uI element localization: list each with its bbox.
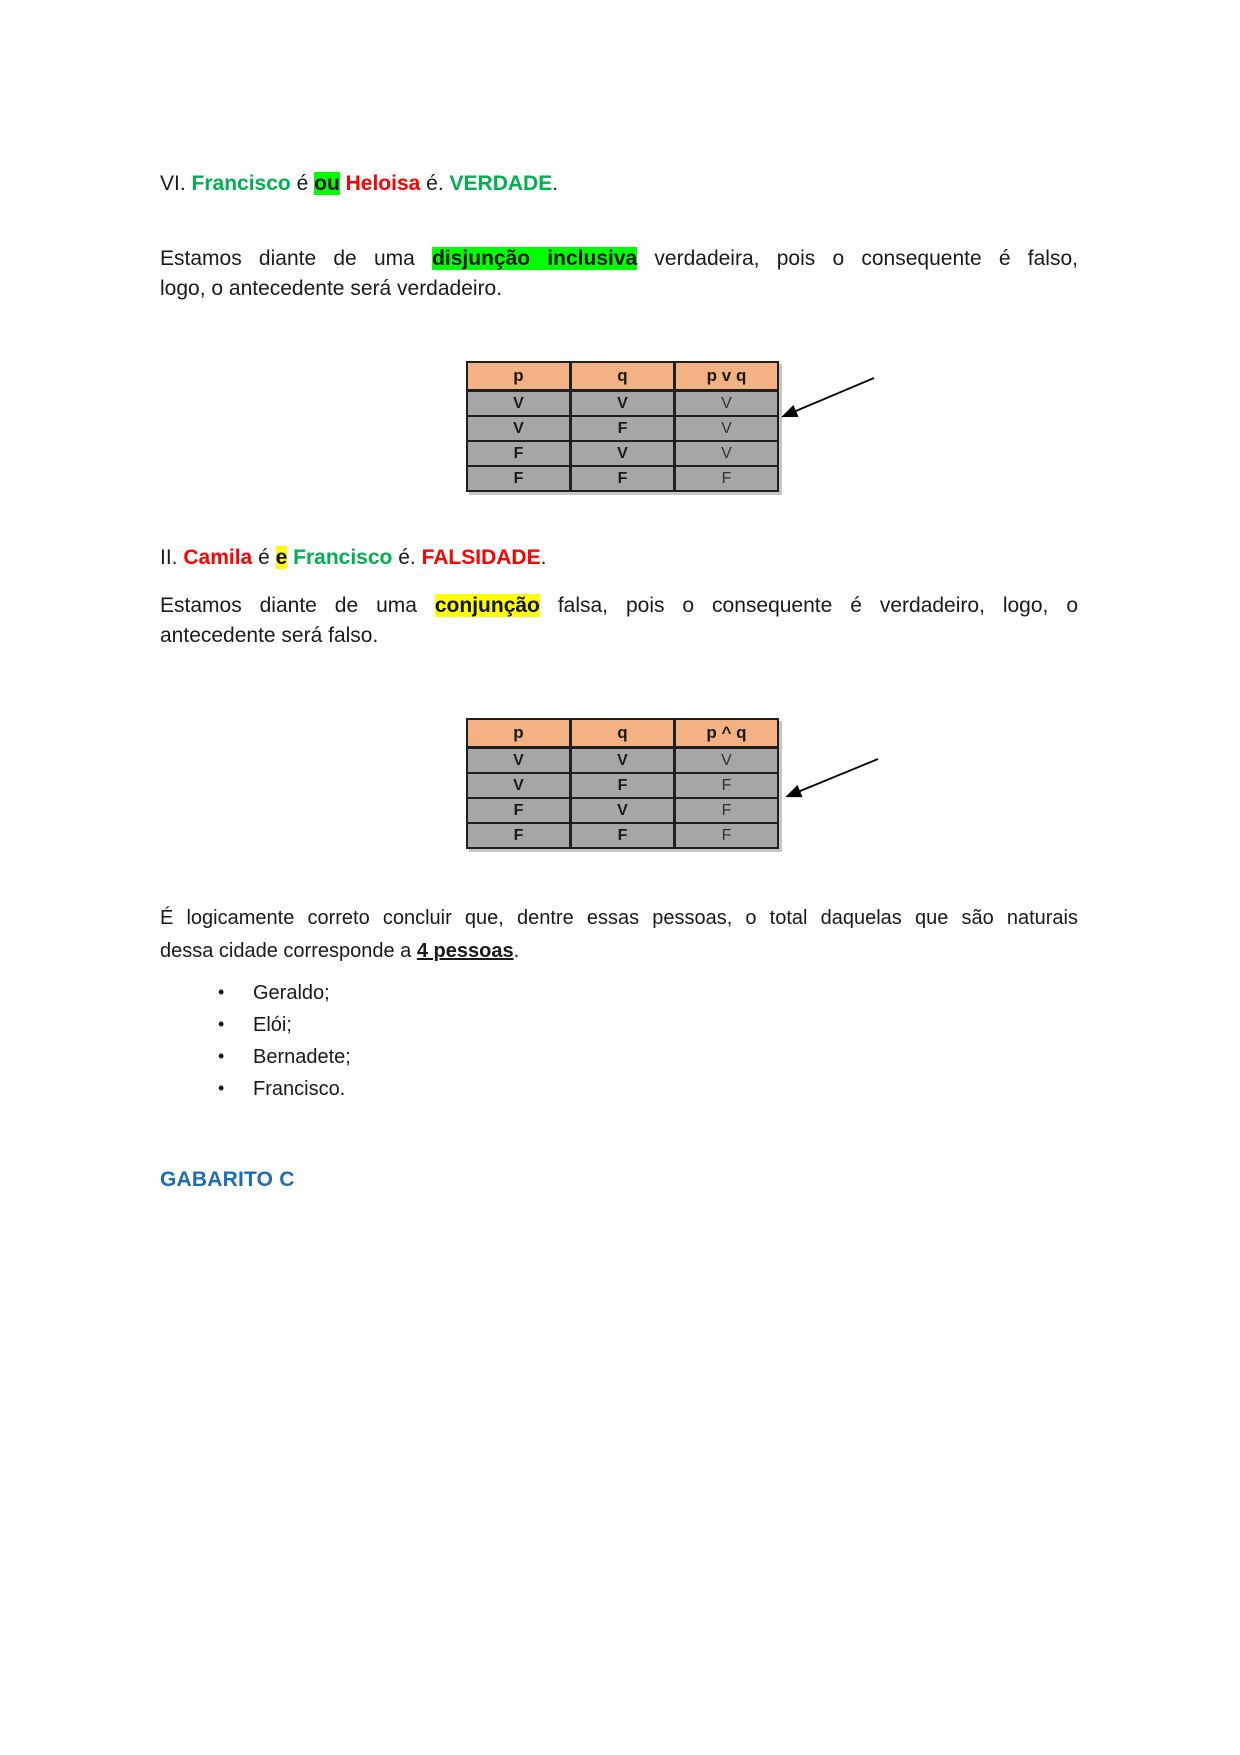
header-p: p: [467, 719, 571, 748]
table-row: [467, 416, 778, 441]
table-row: [467, 441, 778, 466]
list-item-label: Bernadete;: [253, 1046, 351, 1068]
header-q: q: [571, 362, 675, 391]
statement-vi-verb2: é.: [426, 172, 444, 195]
answer-key: GABARITO C: [160, 1168, 295, 1191]
statement-ii-verb1: é: [258, 546, 270, 569]
bullet-icon: •: [218, 982, 225, 1002]
statement-vi-verb1: é: [296, 172, 309, 195]
explanation-ii-highlight: conjunção: [434, 594, 540, 617]
table-row: [467, 798, 778, 823]
truth-table-disjunction: [466, 361, 779, 492]
cell: V: [571, 391, 675, 417]
cell: V: [467, 773, 571, 798]
statement-ii-subject1: Camila: [183, 546, 253, 569]
pointer-arrow-conjunction-row3: [768, 750, 888, 805]
list-item-label: Geraldo;: [253, 982, 330, 1004]
explanation-ii-text-after: falsa, pois o consequente é verdadeiro, logo, o: [557, 594, 1078, 617]
cell: F: [675, 823, 779, 848]
conclusion-text-before: dessa cidade corresponde a: [160, 940, 412, 962]
list-item: [160, 1046, 660, 1078]
cell: V: [571, 798, 675, 823]
statement-ii-period: .: [540, 546, 547, 569]
cell: F: [467, 466, 571, 491]
conclusion-emphasis: 4 pessoas: [416, 940, 514, 962]
table-row: [467, 823, 778, 848]
cell: V: [571, 441, 675, 466]
conclusion-period: .: [513, 940, 520, 962]
explanation-ii-text-before: Estamos diante de uma: [160, 594, 417, 617]
statement-vi-line: [160, 171, 558, 197]
explanation-vi-line1: [160, 245, 1078, 273]
list-item-label: Francisco.: [253, 1078, 346, 1100]
header-q: q: [571, 719, 675, 748]
statement-ii-verdict: FALSIDADE: [421, 546, 541, 569]
list-item: [160, 1014, 660, 1046]
header-p-and-q: p ^ q: [675, 719, 779, 748]
conclusion-line1: É logicamente correto concluir que, dentre essas pessoas, o total daquelas que são naturais: [160, 907, 1078, 929]
conclusion-line2: [160, 938, 519, 964]
table-row: [467, 391, 778, 417]
statement-vi-connective: ou: [314, 172, 340, 195]
cell: V: [467, 416, 571, 441]
statement-ii-connective: e: [275, 546, 288, 569]
cell: F: [571, 823, 675, 848]
truth-table-conjunction-header-row: [467, 719, 778, 748]
statement-vi-subject1: Francisco: [191, 172, 291, 195]
cell: V: [675, 416, 779, 441]
cell: F: [571, 466, 675, 491]
statement-ii-subject2: Francisco: [293, 546, 393, 569]
explanation-vi-text-before: Estamos diante de uma: [160, 247, 415, 270]
table-row: [467, 773, 778, 798]
cell: F: [675, 466, 779, 491]
list-item: [160, 982, 660, 1014]
list-item-label: Elói;: [253, 1014, 292, 1036]
statement-vi-verdict: VERDADE: [449, 172, 553, 195]
people-list: [160, 982, 660, 1110]
cell: V: [467, 748, 571, 774]
cell: F: [571, 773, 675, 798]
cell: F: [675, 798, 779, 823]
statement-ii-numeral: II.: [160, 546, 178, 569]
header-p-or-q: p v q: [675, 362, 779, 391]
cell: V: [675, 391, 779, 417]
cell: V: [571, 748, 675, 774]
header-p: p: [467, 362, 571, 391]
bullet-icon: •: [218, 1046, 225, 1066]
truth-table-conjunction: [466, 718, 779, 849]
explanation-vi-line2: logo, o antecedente será verdadeiro.: [160, 277, 503, 300]
list-item: [160, 1078, 660, 1110]
explanation-ii-line1: [160, 592, 1078, 620]
explanation-ii-line2: antecedente será falso.: [160, 624, 379, 647]
bullet-icon: •: [218, 1014, 225, 1034]
explanation-vi-text-after: verdadeira, pois o consequente é falso,: [654, 247, 1078, 270]
cell: F: [467, 441, 571, 466]
table-row: [467, 748, 778, 774]
truth-table-disjunction-header-row: [467, 362, 778, 391]
cell: F: [571, 416, 675, 441]
cell: V: [467, 391, 571, 417]
bullet-icon: •: [218, 1078, 225, 1098]
statement-vi-numeral: VI.: [160, 172, 186, 195]
cell: F: [467, 823, 571, 848]
cell: V: [675, 748, 779, 774]
table-row: [467, 466, 778, 491]
statement-vi-period: .: [552, 172, 559, 195]
cell: F: [467, 798, 571, 823]
explanation-vi-highlight: disjunção inclusiva: [432, 247, 638, 270]
statement-vi-subject2: Heloisa: [345, 172, 421, 195]
statement-ii-line: [160, 545, 546, 571]
statement-ii-verb2: é.: [398, 546, 416, 569]
cell: V: [675, 441, 779, 466]
pointer-arrow-disjunction-row2: [762, 366, 887, 428]
cell: F: [675, 773, 779, 798]
